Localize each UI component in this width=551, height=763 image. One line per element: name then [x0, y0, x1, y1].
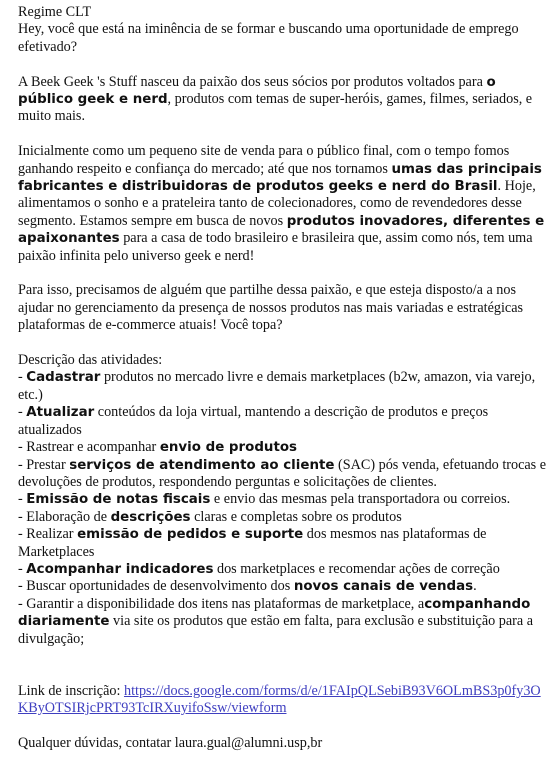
text-run: via site os produtos que estão em falta, para exclusão e substituição para a divulgação;: [18, 613, 534, 647]
link-label: Link de inscrição:: [18, 682, 124, 699]
bold-run: envio de produtos: [159, 440, 298, 456]
text-run: - Prestar: [18, 456, 70, 473]
text-run: dos marketplaces e recomendar ações de correção: [213, 560, 500, 577]
about-paragraph-1: [18, 74, 549, 126]
text-run: - Garantir a disponibilidade dos itens nas plataformas de marketplace, a: [18, 595, 425, 612]
bold-run: o público geek e nerd: [18, 74, 496, 108]
activity-item: [18, 457, 549, 492]
bold-run: novos canais de vendas: [293, 579, 474, 595]
signup-link-row: [18, 683, 549, 718]
about-paragraph-2: [18, 143, 549, 265]
activity-item: [18, 491, 549, 508]
bold-run: Acompanhar indicadores: [26, 561, 214, 577]
activity-item: [18, 561, 549, 578]
spacer: [18, 265, 549, 282]
contact-text: Qualquer dúvidas, contatar laura.gual@alumni.usp,br: [18, 734, 323, 751]
text-run: - Rastrear e acompanhar: [18, 439, 160, 456]
bold-run: Atualizar: [26, 405, 95, 421]
activities-title: Descrição das atividades:: [18, 352, 163, 369]
text-run: e envio das mesmas pela transportadora ou correios.: [210, 491, 511, 508]
spacer: [18, 56, 549, 73]
intro-text: Hey, você que está na iminência de se formar e buscando uma oportunidade de emprego efetivado?: [18, 21, 519, 55]
bold-run: companhando diariamente: [18, 596, 531, 630]
text-run: - Realizar: [18, 526, 78, 543]
about-paragraph-3: Para isso, precisamos de alguém que partilhe dessa paixão, e que esteja disposto/a a nos ajudar no gerenciamento da presença de nossos produtos nas mais variadas e estratégicas plataformas de e-commerce atuais! Você topa?: [18, 282, 524, 334]
job-title: Regime CLT: [18, 4, 92, 20]
bold-run: emissão de pedidos e suporte: [77, 527, 304, 543]
activities-list: [18, 369, 549, 648]
text-run: . Hoje, alimentamos o sonho e a prateleira tanto de colecionadores, como de revendedores desse segmento. Estamos sempre em busca de novos: [18, 178, 536, 229]
text-run: - Buscar oportunidades de desenvolvimento dos: [18, 578, 294, 595]
text-run: dos mesmos nas plataformas de Marketplaces: [18, 526, 487, 560]
bold-run: descrições: [110, 509, 191, 525]
bold-run: produtos inovadores, diferentes e apaixonantes: [18, 213, 545, 247]
text-run: conteúdos da loja virtual, mantendo a descrição de produtos e preços atualizados: [18, 404, 489, 438]
bold-run: serviços de atendimento ao cliente: [69, 457, 335, 473]
text-run: , produtos com temas de super-heróis, games, filmes, seriados, e muito mais.: [18, 91, 533, 125]
text-run: produtos no mercado livre e demais marketplaces (b2w, amazon, via varejo, etc.): [18, 369, 536, 403]
bold-run: umas das principais fabricantes e distribuidoras de produtos geeks e nerd do Brasil: [18, 161, 542, 195]
bold-run: Cadastrar: [26, 370, 101, 386]
text-run: - Elaboração de: [18, 508, 111, 525]
activity-item: [18, 578, 549, 595]
spacer: [18, 718, 549, 735]
text-run: claras e completas sobre os produtos: [190, 508, 402, 525]
activity-item: [18, 404, 549, 439]
text-run: -: [18, 491, 27, 508]
text-run: Inicialmente como um pequeno site de venda para o público final, com o tempo fomos ganhando respeito e confiança do mercado; até que nos tornamos: [18, 143, 510, 177]
text-run: A Beek Geek 's Stuff nasceu da paixão dos seus sócios por produtos voltados para: [18, 73, 487, 90]
bold-run: Emissão de notas fiscais: [26, 492, 211, 508]
activity-item: [18, 509, 549, 526]
text-run: -: [18, 369, 27, 386]
text-run: (SAC) pós venda, efetuando trocas e devoluções de produtos, respondendo perguntas e solicitações de clientes.: [18, 456, 547, 490]
text-run: -: [18, 404, 27, 421]
text-run: -: [18, 560, 27, 577]
spacer: [18, 335, 549, 352]
text-run: .: [473, 578, 477, 595]
spacer: [18, 126, 549, 143]
text-run: para a casa de todo brasileiro e brasileira que, assim como nós, tem uma paixão infinita pelo universo geek e nerd!: [18, 230, 533, 264]
activity-item: [18, 596, 549, 648]
activity-item: [18, 526, 549, 561]
activity-item: [18, 439, 549, 456]
signup-form-link[interactable]: https://docs.google.com/forms/d/e/1FAIpQLSebiB93V6OLmBS3p0fy3OKByOTSIRjcPRT93TcIRXuyifoSsw/viewform: [18, 682, 541, 717]
spacer: [18, 648, 549, 683]
activity-item: [18, 369, 549, 404]
